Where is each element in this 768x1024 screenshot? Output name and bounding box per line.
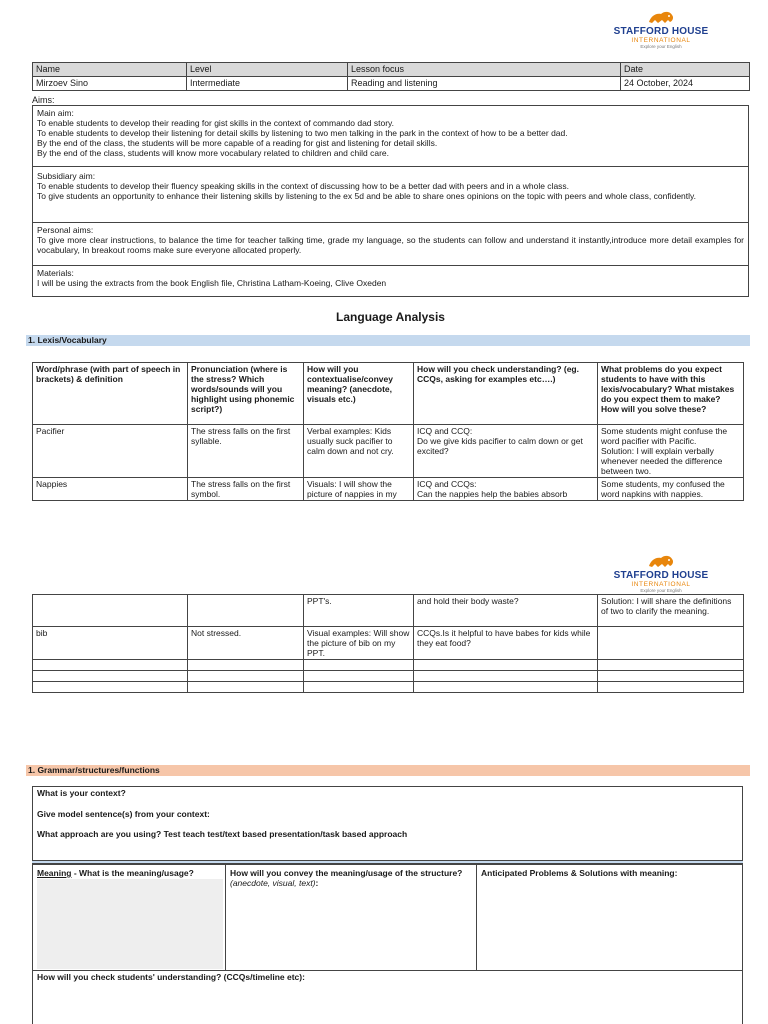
lexis-cell	[414, 671, 598, 682]
personal-aims-text: To give more clear instructions, to balance the time for teacher talking time, grade my language, so the students can follow and understand it instantly,introduce more detail examples for vocabulary, In breakout rooms make sure everyone allocated properly.	[37, 235, 744, 256]
header-level-value: Intermediate	[187, 77, 348, 91]
lexis-col-check: How will you check understanding? (eg. CCQs, asking for examples etc….)	[414, 363, 598, 425]
header-name-value: Mirzoev Sino	[33, 77, 187, 91]
header-col-name: Name	[33, 63, 187, 77]
grammar-context-box	[32, 786, 743, 862]
table-row	[33, 627, 744, 660]
convey-hint: (anecdote, visual, text)	[230, 878, 316, 889]
model-sentence-question: Give model sentence(s) from your context:	[37, 809, 210, 819]
main-aim-box	[32, 105, 749, 167]
logo-sub: INTERNATIONAL	[631, 37, 691, 44]
lexis-band: 1. Lexis/Vocabulary	[26, 335, 750, 346]
header-date-value: 24 October, 2024	[621, 77, 750, 91]
lexis-cell	[33, 660, 188, 671]
lexis-col-word: Word/phrase (with part of speech in brackets) & definition	[33, 363, 188, 425]
context-question: What is your context?	[37, 788, 126, 798]
subsidiary-aim-label: Subsidiary aim:	[37, 171, 96, 181]
lexis-cell	[188, 660, 304, 671]
lesson-header-table	[32, 62, 750, 91]
logo-tagline: Explore your English	[640, 588, 682, 593]
lexis-cell: bib	[33, 627, 188, 660]
grammar-band: 1. Grammar/structures/functions	[26, 765, 750, 776]
table-row	[33, 660, 744, 671]
main-aim-line: To enable students to develop their reading for gist skills in the context of commando dad story.	[37, 118, 395, 129]
lexis-cell	[304, 682, 414, 693]
meaning-column	[33, 865, 226, 970]
lexis-cell	[304, 671, 414, 682]
lexis-cell: Not stressed.	[188, 627, 304, 660]
lexis-cell	[33, 682, 188, 693]
lexis-cell	[188, 671, 304, 682]
lexis-cell	[33, 671, 188, 682]
table-row	[33, 478, 744, 501]
approach-question: What approach are you using? Test teach test/text based presentation/task based approach	[37, 829, 408, 839]
lexis-cell	[304, 660, 414, 671]
logo-brand: STAFFORD HOUSE	[613, 570, 709, 581]
main-aim-line: To enable students to develop their listening for detail skills by listening to two men talking in the park in the context of how to be a better dad.	[37, 128, 568, 139]
lexis-cell	[188, 595, 304, 627]
logo-sub: INTERNATIONAL	[631, 581, 691, 588]
lexis-cell	[598, 671, 744, 682]
lexis-cell: Some students, my confused the word napkins with nappies.	[598, 478, 744, 501]
meaning-underlined: Meaning	[37, 868, 72, 878]
logo-brand: STAFFORD HOUSE	[613, 26, 709, 37]
lexis-cell: Verbal examples: Kids usually suck pacifier to calm down and not cry.	[304, 425, 414, 478]
header-col-date: Date	[621, 63, 750, 77]
lexis-col-pronunciation: Pronunciation (where is the stress? Which words/sounds will you highlight using phonemic script?)	[188, 363, 304, 425]
lexis-table	[32, 362, 744, 501]
lexis-cell: ICQ and CCQ: Do we give kids pacifier to calm down or get excited?	[414, 425, 598, 478]
aims-label: Aims:	[32, 95, 55, 105]
table-row	[33, 682, 744, 693]
check-question: How will you check students' understanding? (CCQs/timeline etc):	[37, 972, 305, 982]
subsidiary-aim-line: To give students an opportunity to enhance their listening skills by listening to the ex 5d and be able to share ones opinions on the topic with peers and whole class, confidently.	[37, 191, 697, 202]
stafford-house-logo	[606, 554, 716, 593]
lexis-cell: CCQs.Is it helpful to have babes for kids while they eat food?	[414, 627, 598, 660]
personal-aims-box	[32, 222, 749, 266]
lexis-cell: PPT's.	[304, 595, 414, 627]
subsidiary-aim-line: To enable students to develop their fluency speaking skills in the context of discussing how to be a better dad with peers and in a whole class.	[37, 181, 570, 192]
main-aim-line: By the end of the class, the students will be more capable of a reading for gist and listening for detail skills.	[37, 138, 438, 149]
lexis-cell	[414, 682, 598, 693]
main-aim-label: Main aim:	[37, 108, 74, 118]
lexis-cell	[598, 627, 744, 660]
meaning-section	[32, 864, 743, 971]
logo-tagline: Explore your English	[640, 44, 682, 49]
convey-colon: :	[315, 878, 319, 889]
lexis-cell	[598, 660, 744, 671]
language-analysis-title: Language Analysis	[336, 310, 445, 324]
lexis-cell: and hold their body waste?	[414, 595, 598, 627]
header-col-focus: Lesson focus	[348, 63, 621, 77]
personal-aims-label: Personal aims:	[37, 225, 94, 235]
lexis-cell: Visuals: I will show the picture of nappies in my	[304, 478, 414, 501]
meaning-question: - What is the meaning/usage?	[71, 868, 194, 878]
table-row	[33, 425, 744, 478]
lexis-cell: Pacifier	[33, 425, 188, 478]
subsidiary-aim-box	[32, 166, 749, 223]
materials-text: I will be using the extracts from the book English file, Christina Latham-Koeing, Clive Oxeden	[37, 278, 387, 289]
lexis-col-problems: What problems do you expect students to have with this lexis/vocabulary? What mistakes do you expect them to make? How will you solve these?	[598, 363, 744, 425]
main-aim-line: By the end of the class, students will know more vocabulary related to children and child care.	[37, 148, 389, 159]
lexis-cell: The stress falls on the first syllable.	[188, 425, 304, 478]
lexis-cell: The stress falls on the first symbol.	[188, 478, 304, 501]
materials-box	[32, 265, 749, 297]
header-focus-value: Reading and listening	[348, 77, 621, 91]
convey-column	[226, 865, 477, 970]
lexis-cell: ICQ and CCQs: Can the nappies help the babies absorb	[414, 478, 598, 501]
lexis-cell: Solution: I will share the definitions of two to clarify the meaning.	[598, 595, 744, 627]
lexis-cell: Visual examples: Will show the picture of bib on my PPT.	[304, 627, 414, 660]
problems-heading: Anticipated Problems & Solutions with meaning:	[481, 868, 678, 878]
lexis-cell: Some students might confuse the word pacifier with Pacific. Solution: I will explain verbally whenever needed the difference between two.	[598, 425, 744, 478]
stafford-house-logo	[606, 10, 716, 49]
lexis-cell: Nappies	[33, 478, 188, 501]
convey-question: How will you convey the meaning/usage of the structure?	[230, 868, 463, 878]
table-row	[33, 671, 744, 682]
lexis-cell	[414, 660, 598, 671]
lexis-cell	[598, 682, 744, 693]
lexis-cell	[33, 595, 188, 627]
lion-logo-icon	[646, 554, 676, 570]
check-understanding-box	[32, 970, 743, 1024]
lexis-col-meaning: How will you contextualise/convey meaning? (anecdote, visuals etc.)	[304, 363, 414, 425]
problems-column	[477, 865, 742, 970]
table-row	[33, 595, 744, 627]
lion-logo-icon	[646, 10, 676, 26]
materials-label: Materials:	[37, 268, 74, 278]
lexis-cell	[188, 682, 304, 693]
header-col-level: Level	[187, 63, 348, 77]
lexis-table-continued	[32, 594, 744, 693]
